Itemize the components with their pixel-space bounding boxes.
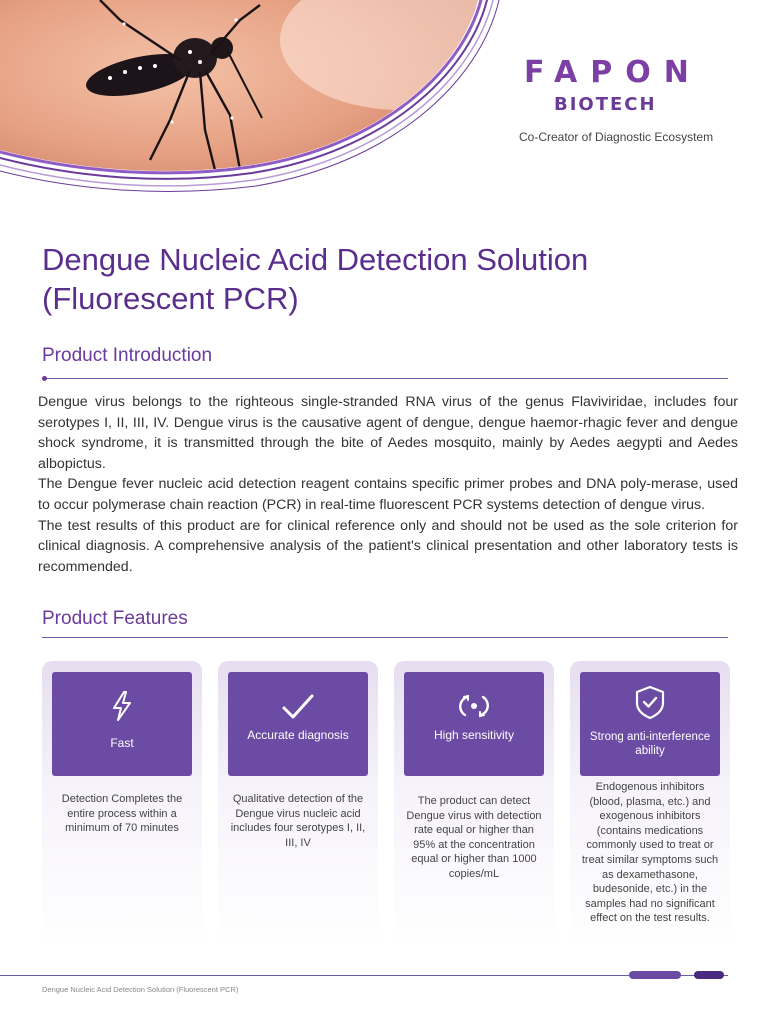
feature-card-fast [42, 661, 202, 950]
page-title [42, 240, 742, 318]
page-title-line2: (Fluorescent PCR) [42, 281, 299, 316]
intro-divider [42, 378, 728, 379]
intro-paragraph: The Dengue fever nucleic acid detection reagent contains specific primer probes and DNA poly-merase, used to occur polymerase chain reaction (PCR) in real-time fluorescent PCR systems detection of dengue virus. [38, 476, 738, 513]
feature-card-accurate [218, 661, 378, 950]
feature-card-label: Accurate diagnosis [247, 728, 349, 742]
feature-card-header [580, 672, 720, 776]
footer-accent-pill [629, 971, 681, 979]
intro-paragraph: Dengue virus belongs to the righteous single-stranded RNA virus of the genus Flaviviridae, includes four serotypes I, II, III, IV. Dengue virus is the causative agent of dengue, dengue haemor-rhagic fever and dengue shock syndrome, it is transmitted through the bite of Aedes mosquito, mainly by Aedes aegypti and Aedes albopictus. [38, 394, 738, 472]
shield-check-icon [632, 684, 668, 720]
feature-card-text: Endogenous inhibitors (blood, plasma, etc.) and exogenous inhibitors (contains medications commonly used to treat or treat similar symptoms such as dexamethasone, budesonide, etc.) in the samples had no significant effect on the test results. [581, 781, 719, 925]
intro-heading: Product Introduction [42, 345, 213, 366]
features-divider [42, 637, 728, 638]
feature-card-label: Fast [110, 736, 134, 750]
lightning-icon [104, 688, 140, 724]
brand-tagline: Co-Creator of Diagnostic Ecosystem [519, 130, 714, 144]
brand-name: FAPON [524, 55, 702, 90]
feature-card-header [52, 672, 192, 776]
brand-subname: BIOTECH [554, 94, 657, 115]
feature-card-anti-interference [570, 661, 730, 950]
intro-paragraph: The test results of this product are for clinical reference only and should not be used as the sole criterion for clinical diagnosis. A comprehensive analysis of the patient's clinical presentation and other laboratory tests is recommended. [38, 517, 738, 575]
feature-card-text: Qualitative detection of the Dengue virus nucleic acid includes four serotypes I, II, III, IV [230, 793, 366, 849]
feature-card-header [404, 672, 544, 776]
intro-divider-dot [42, 376, 47, 381]
page-title-line1: Dengue Nucleic Acid Detection Solution [42, 242, 589, 277]
features-heading: Product Features [42, 608, 188, 629]
feature-card-sensitivity [394, 661, 554, 950]
checkmark-icon [280, 688, 316, 724]
feature-card-label: Strong anti-interference ability [589, 731, 711, 757]
footer-accent-pill [694, 971, 724, 979]
feature-card-label: High sensitivity [433, 728, 515, 742]
footer-text: Dengue Nucleic Acid Detection Solution (Fluorescent PCR) [42, 985, 239, 994]
feature-card-header [228, 672, 368, 776]
sensitivity-icon [456, 688, 492, 724]
feature-card-text: The product can detect Dengue virus with detection rate equal or higher than 95% at the concentration equal or higher than 1000 copies/mL [406, 795, 542, 880]
footer-divider [0, 975, 728, 976]
intro-body [38, 392, 738, 577]
feature-card-text: Detection Completes the entire process within a minimum of 70 minutes [61, 793, 183, 835]
